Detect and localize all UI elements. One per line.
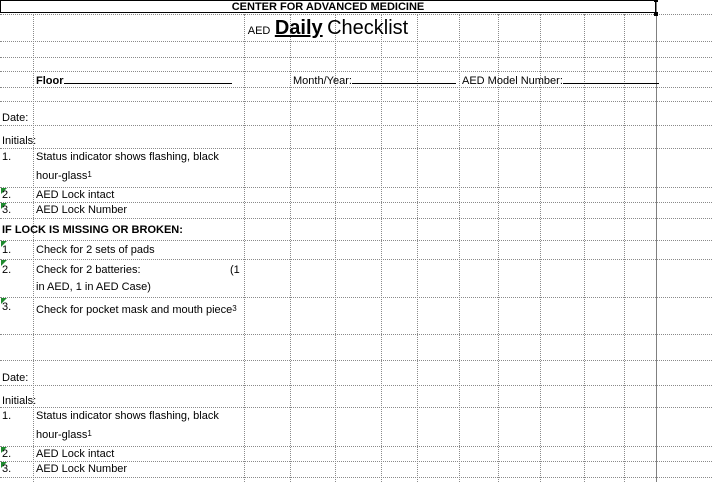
gridline bbox=[0, 240, 712, 241]
gridline bbox=[0, 218, 712, 219]
gridline bbox=[0, 461, 712, 462]
floor-label[interactable]: Floor bbox=[36, 73, 232, 88]
gridline bbox=[0, 41, 712, 42]
checklist-item-text[interactable]: Check for 2 sets of pads bbox=[36, 244, 155, 256]
gridline bbox=[0, 259, 712, 260]
gridline bbox=[0, 202, 712, 203]
checklist-heading bbox=[0, 17, 656, 41]
item-number: 2. bbox=[2, 264, 12, 276]
gridline bbox=[0, 14, 712, 15]
item-number: 1. bbox=[2, 151, 12, 163]
item-number: 3. bbox=[2, 204, 12, 216]
checklist-item-text[interactable]: AED Lock intact bbox=[36, 448, 115, 460]
checklist-item-text[interactable]: Status indicator shows flashing, black bbox=[36, 410, 219, 422]
gridline bbox=[459, 14, 460, 482]
gridline bbox=[0, 148, 712, 149]
checklist-item-text[interactable]: AED Lock intact bbox=[36, 189, 115, 201]
initials-label[interactable]: Initials: bbox=[2, 395, 37, 407]
gridline bbox=[290, 14, 291, 482]
checklist-item-text-tail: (1 bbox=[230, 264, 240, 276]
gridline bbox=[0, 477, 712, 478]
lock-heading[interactable]: IF LOCK IS MISSING OR BROKEN: bbox=[2, 224, 183, 236]
gridline bbox=[0, 125, 712, 126]
gridline bbox=[0, 71, 712, 72]
checklist-item-text-cont: hour-glass$^1$ bbox=[36, 170, 92, 182]
item-number: 2. bbox=[2, 448, 12, 460]
checklist-item-text[interactable]: AED Lock Number bbox=[36, 204, 128, 216]
aed-model-label[interactable]: AED Model Number: bbox=[462, 73, 659, 88]
gridline bbox=[0, 360, 712, 361]
selection-handle[interactable] bbox=[654, 12, 658, 16]
month-year-label[interactable]: Month/Year: bbox=[293, 73, 456, 88]
checklist-word: Checklist bbox=[327, 17, 409, 39]
daily-word: Daily bbox=[274, 17, 323, 39]
gridline bbox=[244, 14, 245, 482]
selection-handle[interactable] bbox=[654, 0, 658, 2]
title-cell[interactable]: CENTER FOR ADVANCED MEDICINE bbox=[0, 0, 656, 13]
checklist-item-text[interactable]: Check for 2 batteries: bbox=[36, 264, 141, 276]
checklist-item-text[interactable]: Status indicator shows flashing, black bbox=[36, 151, 219, 163]
aed-prefix: AED bbox=[247, 25, 271, 37]
gridline bbox=[0, 334, 712, 335]
gridline bbox=[33, 14, 34, 482]
gridline bbox=[0, 385, 712, 386]
gridline bbox=[0, 101, 712, 102]
item-number: 1. bbox=[2, 410, 12, 422]
checklist-item-text[interactable]: AED Lock Number bbox=[36, 463, 128, 475]
checklist-item-text-cont: in AED, 1 in AED Case) bbox=[36, 281, 151, 293]
checklist-item-text[interactable]: Check for pocket mask and mouth piece$^3$ bbox=[36, 304, 237, 316]
item-number: 3. bbox=[2, 463, 12, 475]
gridline bbox=[0, 57, 712, 58]
item-number: 1. bbox=[2, 244, 12, 256]
gridline bbox=[0, 297, 712, 298]
gridline bbox=[0, 187, 712, 188]
checklist-item-text-cont: hour-glass$^1$ bbox=[36, 429, 92, 441]
gridline bbox=[0, 446, 712, 447]
initials-label[interactable]: Initials: bbox=[2, 135, 37, 147]
item-number: 3. bbox=[2, 301, 12, 313]
date-label[interactable]: Date: bbox=[2, 112, 29, 124]
gridline bbox=[0, 407, 712, 408]
date-label[interactable]: Date: bbox=[2, 372, 29, 384]
item-number: 2. bbox=[2, 189, 12, 201]
